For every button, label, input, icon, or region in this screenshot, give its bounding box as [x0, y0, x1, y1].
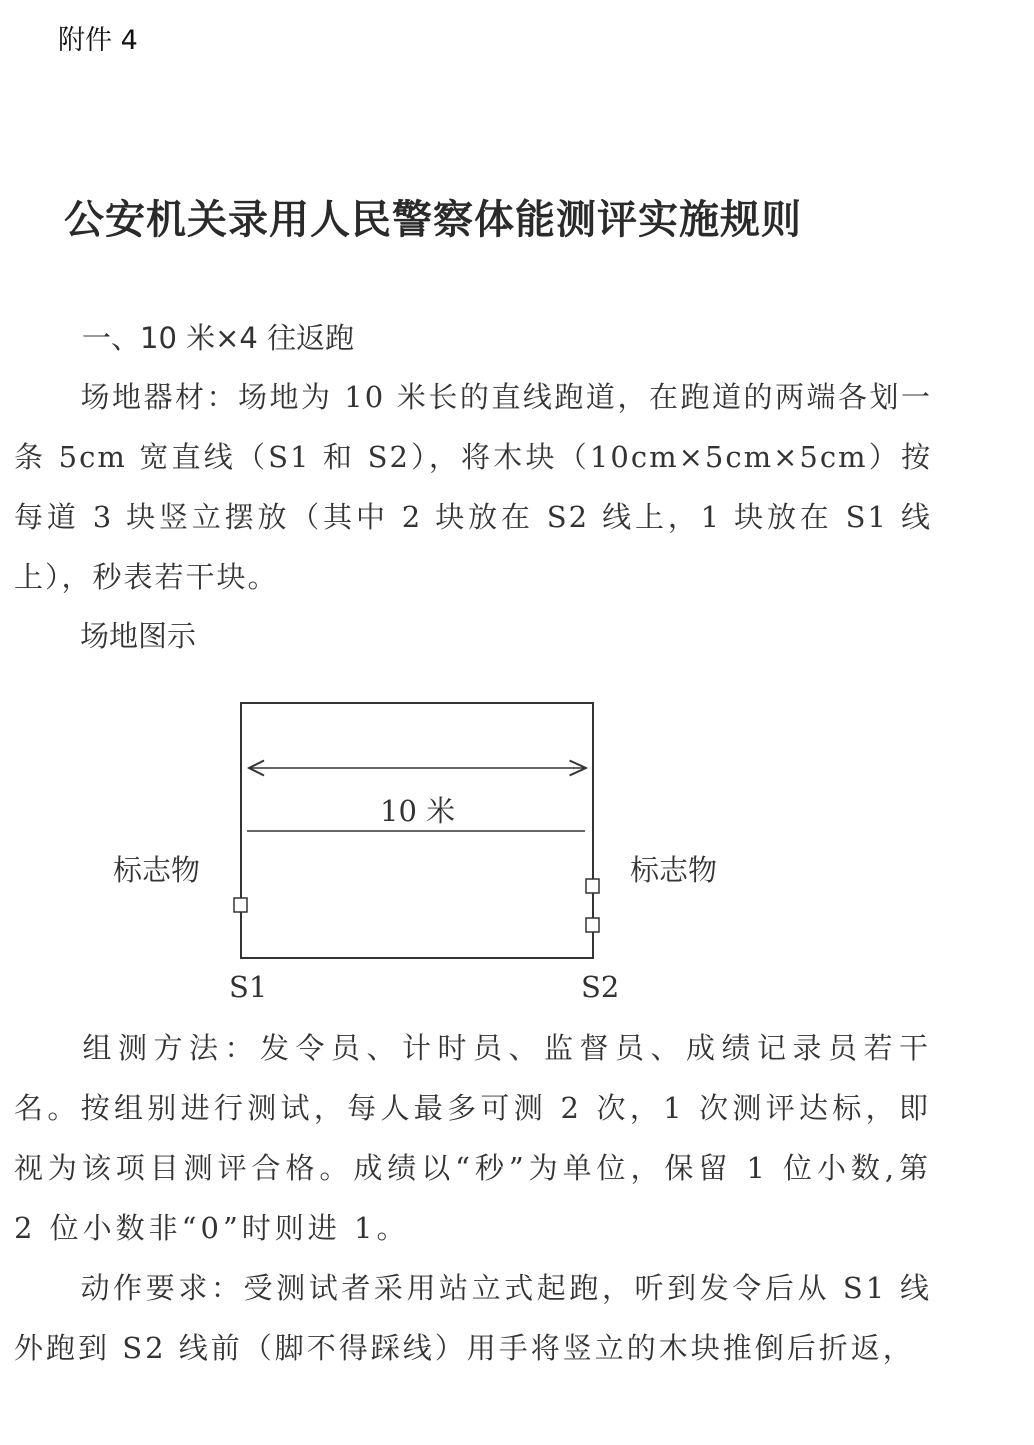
action-text: 动作要求：受测试者采用站立式起跑，听到发令后从 S1 线外跑到 S2 线前（脚不得踩线）用手将竖立的木块推倒后折返，: [14, 1271, 932, 1365]
s1-label: S1: [229, 970, 268, 1004]
s2-block-icon: [586, 918, 599, 932]
equipment-text: 场地器材：场地为 10 米长的直线跑道，在跑道的两端各划一条 5cm 宽直线（S1 和 S2），将木块（10cm×5cm×5cm）按每道 3 块竖立摆放（其中 2 块放在 S2 线上，1 块放在 S1 线上），秒表若干块。: [14, 380, 932, 594]
s1-block-icon: [234, 898, 247, 912]
section-heading: 一、10 米×4 往返跑: [82, 321, 355, 355]
action-paragraph: [14, 1258, 932, 1378]
s2-label: S2: [581, 970, 620, 1004]
distance-label: 10 米: [380, 794, 456, 828]
document-title: 公安机关录用人民警察体能测评实施规则: [64, 196, 802, 243]
marker-label-right: 标志物: [630, 853, 718, 887]
s2-block-icon: [586, 879, 599, 893]
diagram-title: 场地图示: [80, 619, 197, 653]
annex-label: 附件 4: [58, 25, 138, 56]
marker-label-left: 标志物: [113, 853, 201, 887]
method-paragraph: [14, 1018, 932, 1258]
method-text: 组测方法：发令员、计时员、监督员、成绩记录员若干名。按组别进行测试，每人最多可测 2 次，1 次测评达标，即视为该项目测评合格。成绩以“秒”为单位，保留 1 位小数,第 2 位小数非“0”时则进 1。: [14, 1031, 932, 1245]
